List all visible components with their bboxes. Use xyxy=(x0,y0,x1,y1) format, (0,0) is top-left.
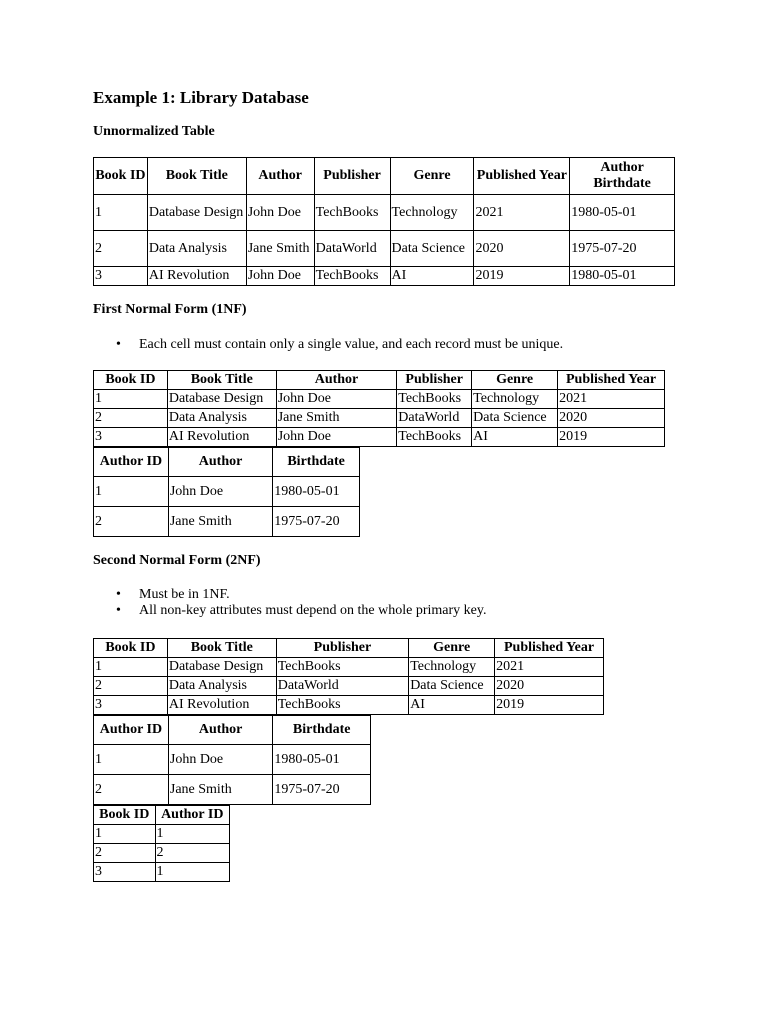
bullet-item: • Each cell must contain only a single value, and each record must be unique. xyxy=(139,337,563,353)
table-row xyxy=(94,775,371,805)
table-row xyxy=(94,696,604,715)
table-cell: AI xyxy=(390,267,474,286)
table-cell: Jane Smith xyxy=(168,775,272,805)
section-heading-unnormalized: Unnormalized Table xyxy=(93,124,215,139)
column-header: Author ID xyxy=(94,716,169,745)
table-cell: AI Revolution xyxy=(167,696,276,715)
table-cell: 2019 xyxy=(495,696,604,715)
table-row xyxy=(94,863,230,882)
table-cell: TechBooks xyxy=(314,267,390,286)
table-cell: 3 xyxy=(94,696,168,715)
table-row xyxy=(94,428,665,447)
table-cell: 2 xyxy=(155,844,229,863)
bullet-list-2nf xyxy=(93,587,486,619)
table-cell: Data Analysis xyxy=(167,409,276,428)
table-cell: AI Revolution xyxy=(147,267,246,286)
column-header: Book Title xyxy=(167,371,276,390)
document-title: Example 1: Library Database xyxy=(93,88,309,107)
table-cell: TechBooks xyxy=(397,390,472,409)
column-header: Author xyxy=(168,448,272,477)
table-cell: 2021 xyxy=(558,390,665,409)
table-cell: 1 xyxy=(155,825,229,844)
table-cell: 2 xyxy=(94,677,168,696)
table-cell: AI xyxy=(409,696,495,715)
column-header: Author ID xyxy=(155,806,229,825)
column-header: Author ID xyxy=(94,448,169,477)
table-cell: John Doe xyxy=(276,390,397,409)
table-cell: 2021 xyxy=(474,195,570,231)
table-cell: AI xyxy=(472,428,558,447)
table-cell: 1975-07-20 xyxy=(273,775,371,805)
column-header: Published Year xyxy=(474,158,570,195)
table-cell: 2021 xyxy=(495,658,604,677)
table-cell: Database Design xyxy=(167,390,276,409)
column-header: Book ID xyxy=(94,639,168,658)
table-cell: DataWorld xyxy=(397,409,472,428)
table-cell: Technology xyxy=(390,195,474,231)
column-header: Book ID xyxy=(94,806,156,825)
table-cell: 3 xyxy=(94,428,168,447)
table-cell: 1975-07-20 xyxy=(570,231,675,267)
table-cell: TechBooks xyxy=(314,195,390,231)
column-header: Book Title xyxy=(167,639,276,658)
table-row xyxy=(94,745,371,775)
table-cell: 2 xyxy=(94,844,156,863)
table-header-row xyxy=(94,806,230,825)
table-row xyxy=(94,195,675,231)
table-row xyxy=(94,477,360,507)
column-header: Book Title xyxy=(147,158,246,195)
table-cell: 1980-05-01 xyxy=(273,477,360,507)
table-cell: AI Revolution xyxy=(167,428,276,447)
column-header: Genre xyxy=(472,371,558,390)
table-header-row xyxy=(94,158,675,195)
section-heading-1nf: First Normal Form (1NF) xyxy=(93,302,247,317)
table-cell: 2020 xyxy=(474,231,570,267)
column-header: Birthdate xyxy=(273,448,360,477)
table-cell: Database Design xyxy=(147,195,246,231)
table-header-row xyxy=(94,371,665,390)
2nf-books-table xyxy=(93,638,604,715)
table-header-row xyxy=(94,716,371,745)
table-cell: 2019 xyxy=(474,267,570,286)
table-row xyxy=(94,844,230,863)
table-row xyxy=(94,390,665,409)
1nf-authors-table xyxy=(93,447,360,537)
table-cell: John Doe xyxy=(168,477,272,507)
table-cell: 2020 xyxy=(558,409,665,428)
table-header-row xyxy=(94,448,360,477)
table-row xyxy=(94,658,604,677)
table-cell: Data Science xyxy=(390,231,474,267)
column-header: Genre xyxy=(409,639,495,658)
table-cell: Database Design xyxy=(167,658,276,677)
table-cell: 3 xyxy=(94,863,156,882)
table-cell: 2019 xyxy=(558,428,665,447)
table-cell: DataWorld xyxy=(276,677,408,696)
table-cell: 2 xyxy=(94,507,169,537)
column-header: Published Year xyxy=(495,639,604,658)
table-row xyxy=(94,409,665,428)
table-cell: TechBooks xyxy=(397,428,472,447)
table-cell: 1 xyxy=(94,745,169,775)
table-row xyxy=(94,267,675,286)
column-header: Author Birthdate xyxy=(570,158,675,195)
table-cell: TechBooks xyxy=(276,696,408,715)
table-cell: 1 xyxy=(94,825,156,844)
table-cell: 1980-05-01 xyxy=(570,195,675,231)
column-header: Birthdate xyxy=(273,716,371,745)
column-header: Book ID xyxy=(94,158,148,195)
table-cell: 1 xyxy=(94,195,148,231)
table-cell: 2 xyxy=(94,231,148,267)
table-cell: 3 xyxy=(94,267,148,286)
column-header: Book ID xyxy=(94,371,168,390)
table-cell: Data Analysis xyxy=(167,677,276,696)
2nf-authors-table xyxy=(93,715,371,805)
table-cell: 2020 xyxy=(495,677,604,696)
1nf-books-table xyxy=(93,370,665,447)
table-cell: DataWorld xyxy=(314,231,390,267)
column-header: Publisher xyxy=(314,158,390,195)
column-header: Published Year xyxy=(558,371,665,390)
unnormalized-table xyxy=(93,157,675,286)
table-row xyxy=(94,825,230,844)
table-cell: 2 xyxy=(94,409,168,428)
table-cell: Technology xyxy=(409,658,495,677)
column-header: Genre xyxy=(390,158,474,195)
table-cell: Jane Smith xyxy=(246,231,314,267)
table-cell: John Doe xyxy=(246,267,314,286)
table-row xyxy=(94,677,604,696)
table-cell: 1980-05-01 xyxy=(570,267,675,286)
table-cell: Data Analysis xyxy=(147,231,246,267)
column-header: Publisher xyxy=(276,639,408,658)
table-cell: TechBooks xyxy=(276,658,408,677)
table-cell: 1 xyxy=(155,863,229,882)
column-header: Author xyxy=(276,371,397,390)
table-cell: 1980-05-01 xyxy=(273,745,371,775)
column-header: Publisher xyxy=(397,371,472,390)
column-header: Author xyxy=(168,716,272,745)
bullet-item: • Must be in 1NF. xyxy=(139,587,486,603)
table-cell: 1975-07-20 xyxy=(273,507,360,537)
table-header-row xyxy=(94,639,604,658)
table-cell: John Doe xyxy=(168,745,272,775)
table-cell: Jane Smith xyxy=(276,409,397,428)
section-heading-2nf: Second Normal Form (2NF) xyxy=(93,553,261,568)
table-cell: Jane Smith xyxy=(168,507,272,537)
table-cell: 1 xyxy=(94,477,169,507)
table-cell: 1 xyxy=(94,658,168,677)
table-cell: John Doe xyxy=(276,428,397,447)
table-row xyxy=(94,507,360,537)
table-cell: Technology xyxy=(472,390,558,409)
table-cell: Data Science xyxy=(472,409,558,428)
table-cell: Data Science xyxy=(409,677,495,696)
table-cell: 1 xyxy=(94,390,168,409)
column-header: Author xyxy=(246,158,314,195)
bullet-list-1nf xyxy=(93,337,563,353)
table-row xyxy=(94,231,675,267)
bullet-item: • All non-key attributes must depend on the whole primary key. xyxy=(139,603,486,619)
2nf-book-authors-table xyxy=(93,805,230,882)
table-cell: 2 xyxy=(94,775,169,805)
table-cell: John Doe xyxy=(246,195,314,231)
